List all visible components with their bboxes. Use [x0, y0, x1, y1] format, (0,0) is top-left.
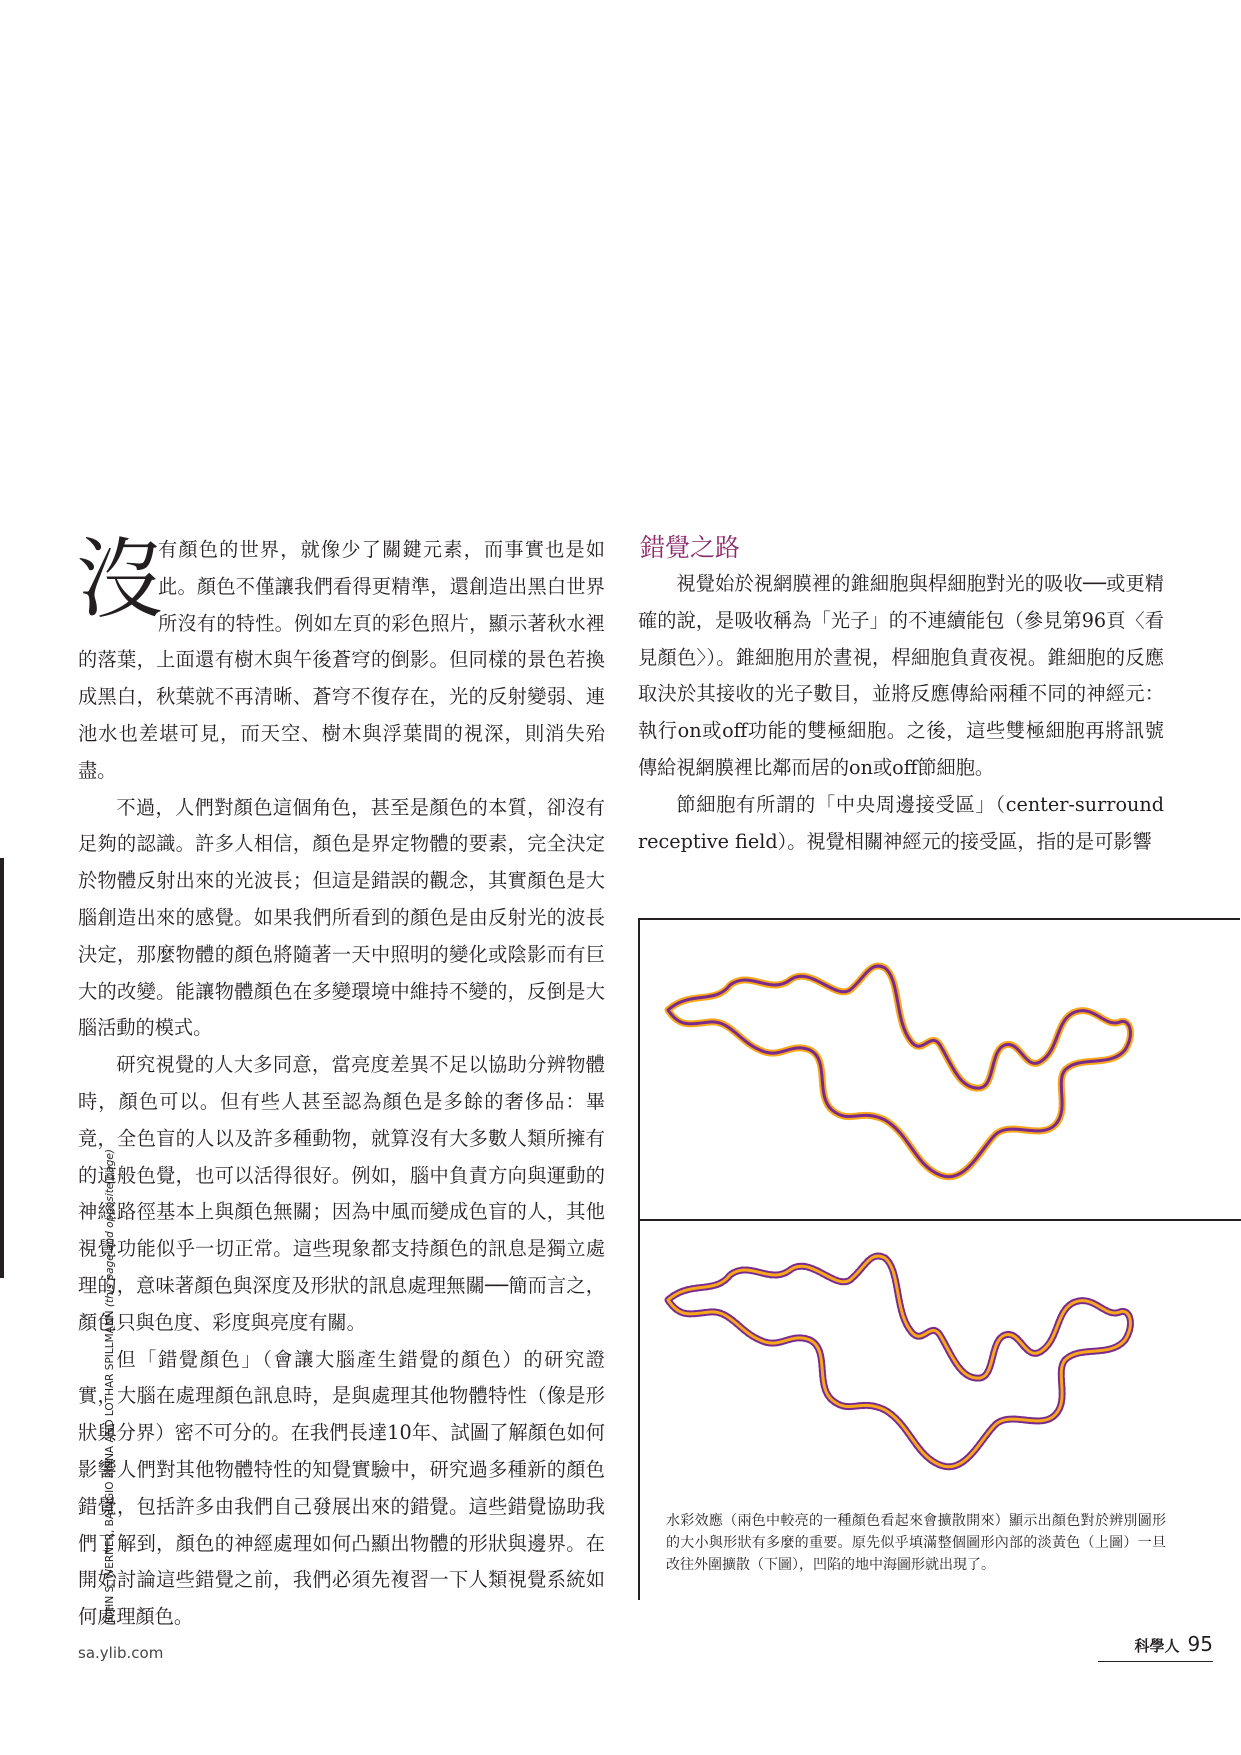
paragraph-1	[76, 528, 605, 790]
watercolor-figure-top	[660, 950, 1160, 1200]
footer-page-info	[1135, 1632, 1213, 1660]
figure-caption: 水彩效應（兩色中較亮的一種顏色看起來會擴散開來）顯示出顏色對於辨別圖形的大小與形狀有多麼的重要。原先似乎填滿整個圖形內部的淡黃色（上圖）一旦改往外圍擴散（下圖），凹陷的地中海圖形就出現了。	[666, 1513, 1166, 1573]
paragraph-6: 節細胞有所謂的「中央周邊接受區」（center-surround receptive field）。視覺相關神經元的接受區，指的是可影響	[638, 792, 1164, 853]
figure-bottom-outer-contour	[668, 1256, 1130, 1467]
paragraph-5: 視覺始於視網膜裡的錐細胞與桿細胞對光的吸收──或更精確的說，是吸收稱為「光子」的不連續能包（參見第96頁〈看見顏色〉）。錐細胞用於晝視，桿細胞負責夜視。錐細胞的反應取決於其接收的光子數目，並將反應傳給兩種不同的神經元：執行on或off功能的雙極細胞。之後，這些雙極細胞再將訊號傳給視網膜裡比鄰而居的on或off節細胞。	[638, 572, 1164, 779]
credit-names: JOHN S. WERNER, BAINGIO PINNA AND LOTHAR SPILLMANN	[104, 1310, 116, 1623]
figure-divider	[638, 1219, 1241, 1221]
watercolor-figure-bottom	[660, 1240, 1160, 1490]
footer-page-number: 95	[1187, 1632, 1213, 1656]
right-column	[638, 566, 1164, 860]
footer-rule	[1098, 1661, 1213, 1662]
left-column	[76, 528, 605, 1636]
page-edge-marker	[0, 858, 4, 1278]
drop-cap: 沒	[76, 528, 165, 631]
section-heading: 錯覺之路	[640, 533, 741, 562]
paragraph-4: 但「錯覺顏色」（會讓大腦產生錯覺的顏色）的研究證實，大腦在處理顏色訊息時，是與處理其他物體特性（像是形狀與分界）密不可分的。在我們長達10年、試圖了解顏色如何影響人們對其他物體特性的知覺實驗中，研究過多種新的顏色錯覺，包括許多由我們自己發展出來的錯覺。這些錯覺協助我們了解到，顏色的神經處理如何凸顯出物體的形狀與邊界。在開始討論這些錯覺之前，我們必須先複習一下人類視覺系統如何處理顏色。	[78, 1347, 605, 1629]
credit-note: (this page and opposite page)	[104, 1149, 116, 1308]
paragraph-2: 不過，人們對顏色這個角色，甚至是顏色的本質，卻沒有足夠的認識。許多人相信，顏色是界定物體的要素，完全決定於物體反射出來的光波長；但這是錯誤的觀念，其實顏色是大腦創造出來的感覺。如果我們所看到的顏色是由反射光的波長決定，那麼物體的顏色將隨著一天中照明的變化或陰影而有巨大的改變。能讓物體顏色在多變環境中維持不變的，反倒是大腦活動的模式。	[78, 795, 605, 1040]
paragraph-1-text: 有顏色的世界，就像少了關鍵元素，而事實也是如此。顏色不僅讓我們看得更精準，還創造出黑白世界所沒有的特性。例如左頁的彩色照片，顯示著秋水裡的落葉，上面還有樹木與午後蒼穹的倒影。但同樣的景色若換成黑白，秋葉就不再清晰、蒼穹不復存在，光的反射變弱、連池水也差堪可見，而天空、樹木與浮葉間的視深，則消失殆盡。	[78, 538, 605, 782]
footer-magazine-name: 科學人	[1134, 1637, 1180, 1655]
figure-top-outer-contour	[668, 966, 1130, 1177]
footer-site-url: sa.ylib.com	[78, 1644, 164, 1662]
paragraph-3: 研究視覺的人大多同意，當亮度差異不足以協助分辨物體時，顏色可以。但有些人甚至認為顏色是多餘的奢侈品：畢竟，全色盲的人以及許多種動物，就算沒有大多數人類所擁有的這般色覺，也可以活得很好。例如，腦中負責方向與運動的神經路徑基本上與顏色無關；因為中風而變成色盲的人，其他視覺功能似乎一切正常。這些現象都支持顏色的訊息是獨立處理的，意味著顏色與深度及形狀的訊息處理無關──簡而言之，顏色只與色度、彩度與亮度有關。	[78, 1053, 605, 1334]
